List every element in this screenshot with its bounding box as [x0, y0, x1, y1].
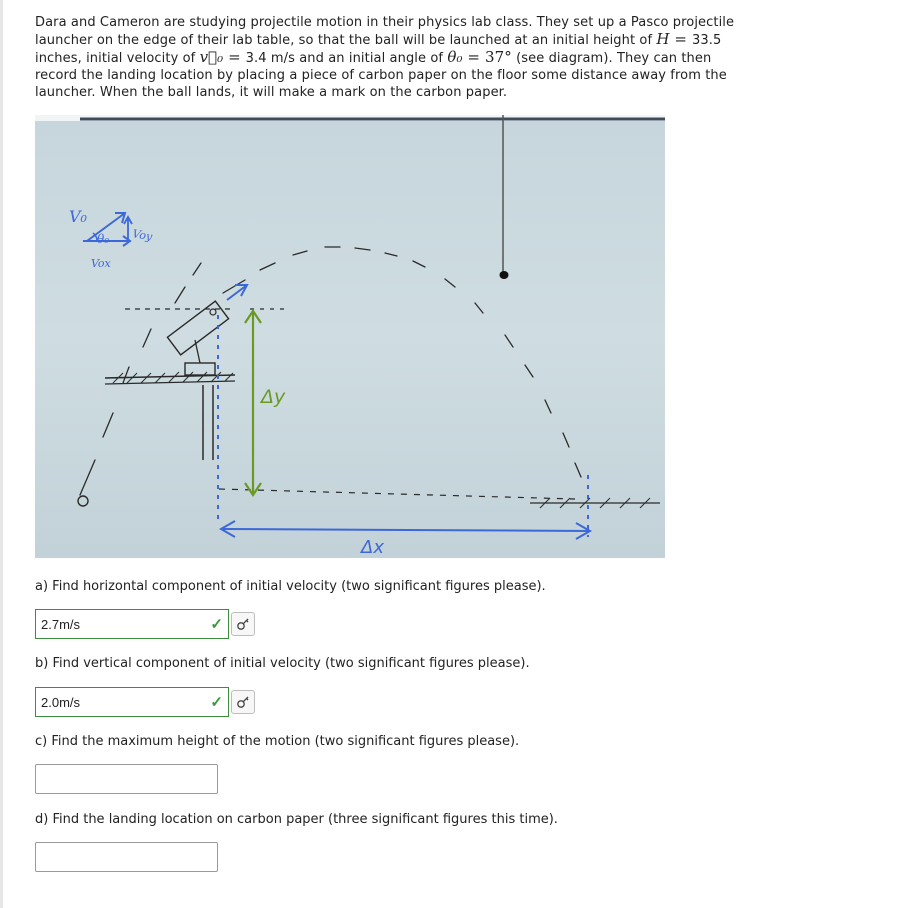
whiteboard-background	[35, 115, 665, 558]
equals-sign: =	[462, 48, 485, 66]
voy-label: Voy	[131, 227, 154, 244]
height-value: 33.5	[691, 33, 722, 48]
answer-a-field[interactable]	[35, 609, 229, 639]
problem-text: inches, initial velocity of	[35, 51, 200, 66]
height-symbol: H	[656, 30, 670, 48]
answer-a-value: 2.7m/s	[41, 616, 81, 632]
key-icon	[236, 695, 250, 709]
vox-label: Vox	[91, 257, 111, 270]
question-d-label: d) Find the landing location on carbon paper (three significant figures this time).	[35, 812, 558, 827]
equals-sign: =	[223, 48, 246, 66]
velocity-symbol: v⃗₀	[199, 48, 224, 66]
answer-a-row	[35, 609, 255, 639]
projectile-diagram-photo	[35, 115, 665, 558]
angle-symbol: θ₀	[447, 48, 463, 66]
delta-x-label: Δx	[361, 537, 384, 558]
answer-d-field[interactable]	[35, 842, 218, 872]
hanging-weight	[500, 271, 509, 279]
answer-b-field[interactable]	[35, 687, 229, 717]
check-icon: ✓	[210, 616, 223, 633]
answer-c-field[interactable]	[35, 764, 218, 794]
show-answer-button-a[interactable]	[231, 612, 255, 636]
problem-text: and an initial angle of	[295, 51, 448, 66]
question-a-label: a) Find horizontal component of initial velocity (two significant figures please).	[35, 579, 546, 594]
check-icon: ✓	[210, 694, 223, 711]
problem-text: Dara and Cameron are studying projectile motion in their physics lab class. They set up a Pasco projectile launcher on the edge of their lab table, so that the ball will be launched at an initial height of	[35, 15, 735, 48]
page-left-border	[0, 0, 3, 908]
angle-value: 37°	[484, 48, 512, 66]
key-icon	[236, 617, 250, 631]
question-c-label: c) Find the maximum height of the motion (two significant figures please).	[35, 734, 520, 749]
answer-b-value: 2.0m/s	[41, 694, 81, 710]
delta-y-label: Δy	[261, 386, 286, 408]
problem-text: (see diagram). They can then record the landing location by placing a piece of carbon paper on the floor some distance away from the launcher. When the ball lands, it will make a mark on the carbon paper.	[35, 51, 727, 100]
velocity-value: 3.4 m/s	[245, 51, 295, 66]
theta0-label: θ₀	[97, 232, 110, 246]
problem-statement	[35, 14, 735, 101]
equals-sign: =	[669, 30, 692, 48]
answer-b-row	[35, 687, 255, 717]
v0-label: V₀	[69, 207, 87, 226]
show-answer-button-b[interactable]	[231, 690, 255, 714]
question-b-label: b) Find vertical component of initial velocity (two significant figures please).	[35, 656, 530, 671]
